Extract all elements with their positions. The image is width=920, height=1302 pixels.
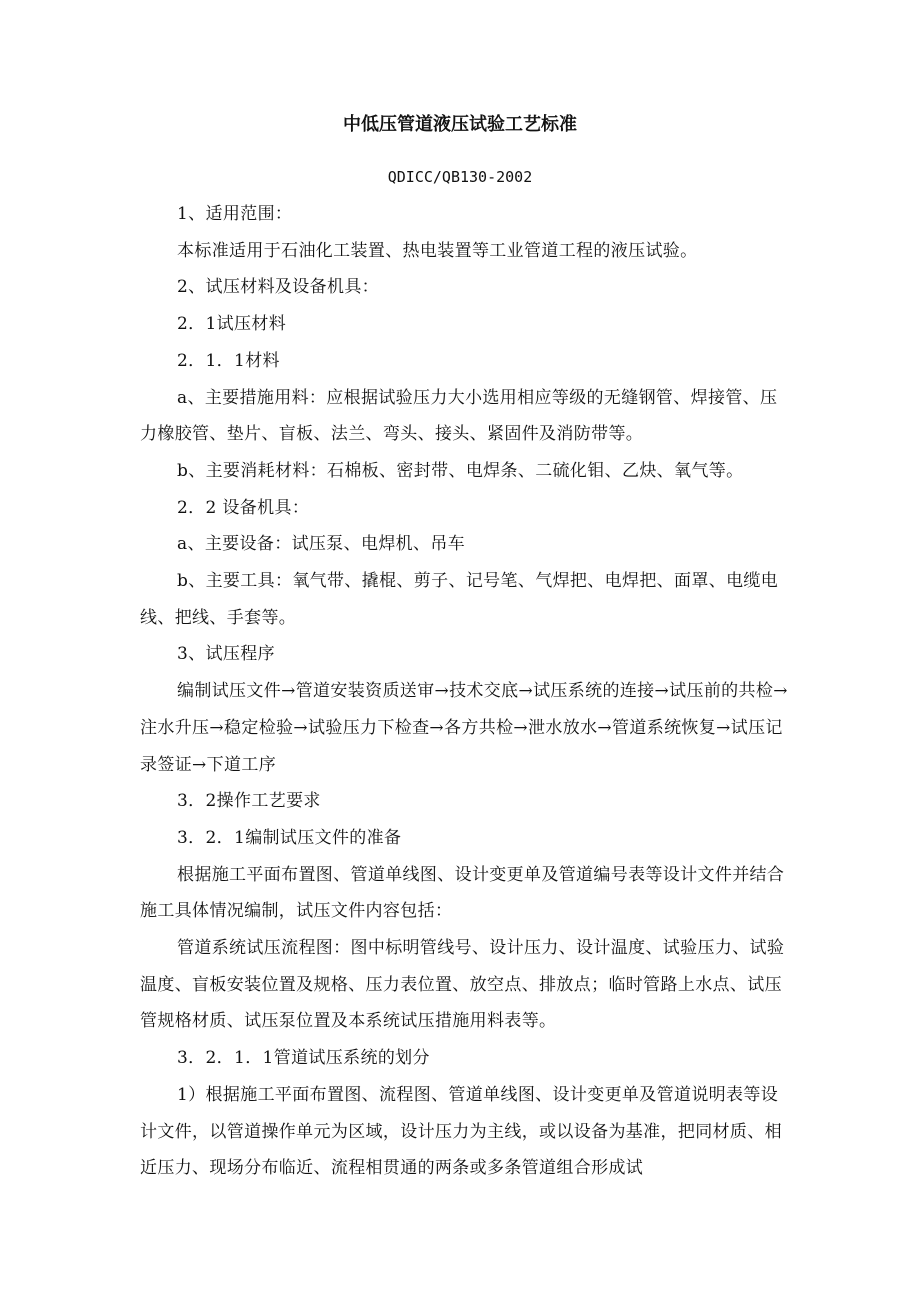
paragraph-consumables: b、主要消耗材料：石棉板、密封带、电焊条、二硫化钼、乙炔、氧气等。 xyxy=(177,460,744,481)
paragraph-main-materials: a、主要措施用料：应根据试验压力大小选用相应等级的无缝钢管、焊接管、压力橡胶管、垫片、盲板、法兰、弯头、接头、紧固件及消防带等。 xyxy=(140,387,778,445)
paragraph-main-tools: b、主要工具：氧气带、撬棍、剪子、记号笔、气焊把、电焊把、面罩、电缆电线、把线、手套等。 xyxy=(140,571,779,628)
section-heading-procedure: 3、试压程序 xyxy=(177,644,275,665)
subsubsubsection-heading-system-division: 3．2．1．1管道试压系统的划分 xyxy=(177,1048,430,1069)
section-heading-scope: 1、适用范围： xyxy=(177,204,293,224)
subsubsection-heading-prepare-docs: 3．2．1编制试压文件的准备 xyxy=(177,827,402,848)
document-body xyxy=(140,196,790,1187)
paragraph-system-division: 1）根据施工平面布置图、流程图、管道单线图、设计变更单及管道说明表等设计文件，以管道操作单元为区域，设计压力为主线，或以设备为基准，把同材质、相近压力、现场分布临近、流程相贯通的两条或多条管道组合形成试 xyxy=(140,1084,782,1179)
paragraph-flow-diagram: 管道系统试压流程图：图中标明管线号、设计压力、设计温度、试验压力、试验温度、盲板安装位置及规格、压力表位置、放空点、排放点；临时管路上水点、试压管规格材质、试压泵位置及本系统试压措施用料表等。 xyxy=(140,938,785,1032)
paragraph-scope-text: 本标准适用于石油化工装置、热电装置等工业管道工程的液压试验。 xyxy=(177,240,698,261)
subsection-heading-materials: 2．1试压材料 xyxy=(177,314,287,335)
standard-code: QDICC/QB130-2002 xyxy=(387,168,533,186)
paragraph-main-equipment: a、主要设备：试压泵、电焊机、吊车 xyxy=(177,534,466,555)
paragraph-procedure-flow: 编制试压文件→管道安装资质送审→技术交底→试压系统的连接→试压前的共检→注水升压→稳定检验→试验压力下检查→各方共检→泄水放水→管道系统恢复→试压记录签证→下道工序 xyxy=(140,681,788,775)
section-heading-materials-equipment: 2、试压材料及设备机具： xyxy=(177,277,380,298)
subsubsection-heading-materials: 2．1．1材料 xyxy=(177,350,280,371)
subsection-heading-equipment: 2．2 设备机具： xyxy=(177,497,310,518)
subsection-heading-operation: 3．2操作工艺要求 xyxy=(177,791,321,812)
document-title: 中低压管道液压试验工艺标准 xyxy=(343,114,577,135)
paragraph-prepare-docs: 根据施工平面布置图、管道单线图、设计变更单及管道编号表等设计文件并结合施工具体情况编制，试压文件内容包括： xyxy=(140,864,785,922)
